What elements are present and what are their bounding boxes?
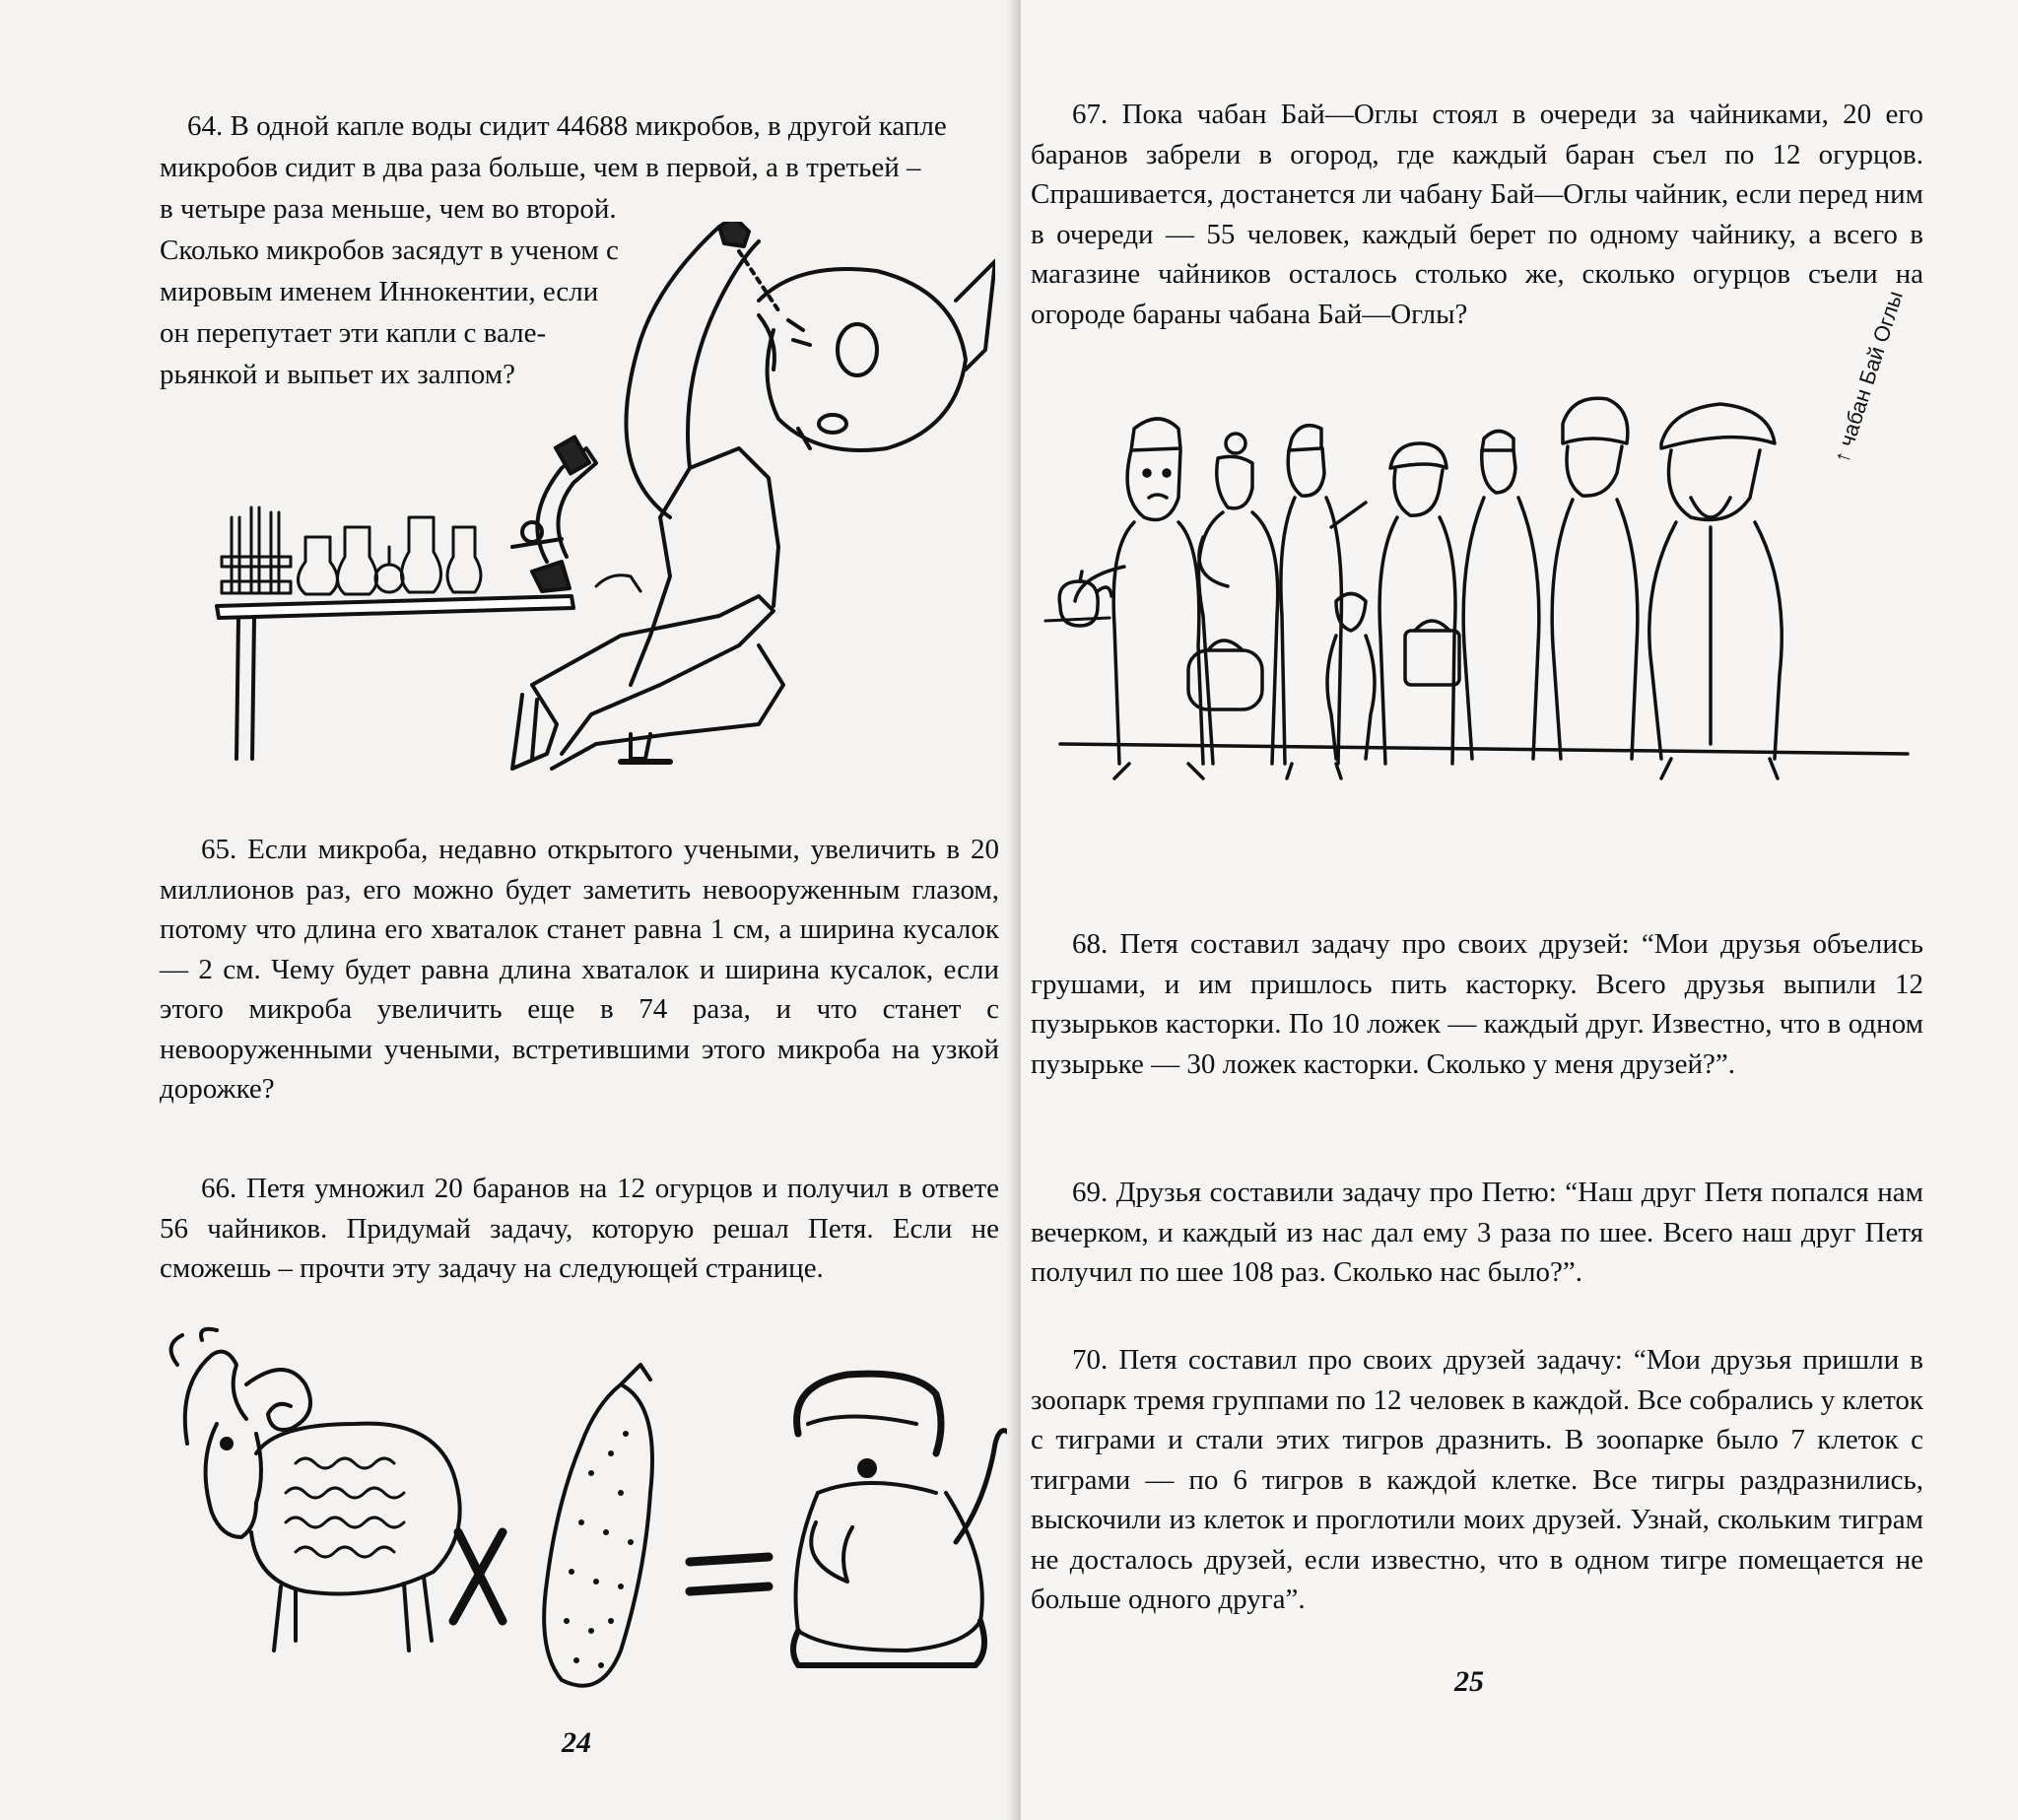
- person-tall: [1463, 432, 1539, 760]
- problem-64-line-7: рьянкой и выпьет их залпом?: [160, 359, 515, 390]
- problem-64-line-6: он перепутает эти капли с вале-: [160, 317, 547, 349]
- person-man: [1281, 426, 1366, 778]
- problem-66: 66. Петя умножил 20 баранов на 12 огурцов и получил в ответе 56 чайников. Придумай задачу, которую решал Петя. Если не сможешь – прочти эту задачу на следующей странице.: [160, 1173, 999, 1284]
- problem-65: 65. Если микроба, недавно открытого учеными, увеличить в 20 миллионов раз, его можно будет заметить невооруженным глазом, потому что длина его хваталок станет равна 1 см, а ширина кусалок — 2 см. Чему будет равна длина хваталок и ширина кусалок, если этого микроба увеличить еще в 74 раза, и что станет с невооруженными учеными, встретившими этого микроба на узкой дорожке?: [160, 834, 999, 1105]
- ram-icon: [171, 1329, 460, 1651]
- problem-64-line-1: 64. В одной капле воды сидит 44688 микробов, в другой капле: [187, 110, 947, 142]
- person-turban: [1379, 443, 1459, 764]
- person-chaban-bai-ogly: [1649, 404, 1782, 778]
- page-number-right: 25: [1454, 1665, 1484, 1698]
- problem-64-line-3: в четыре раза меньше, чем во второй.: [160, 193, 617, 225]
- problem-64-line-2: микробов сидит в два раза больше, чем в первой, а в третьей –: [160, 152, 921, 183]
- queue-for-kettles-illustration: [1041, 288, 1927, 783]
- problem-67: 67. Пока чабан Бай—Оглы стоял в очереди за чайниками, 20 его баранов забрели в огород, где каждый баран съел по 12 огурцов. Спрашивается, достанется ли чабану Бай—Оглы чайник, если перед ним в очереди — 55 человек, каждый берет по одному чайнику, а всего в магазине чайников осталось столько же, сколько огурцов съели на огороде бараны чабана Бай—Оглы?: [1031, 99, 1923, 330]
- person-turban-2: [1552, 398, 1638, 759]
- queue-caption: ↑ чабан Бай Оглы: [1829, 288, 1908, 466]
- page-number-left: 24: [562, 1726, 591, 1759]
- right-page: [1021, 0, 2018, 1820]
- scientist-drinking-illustration: [207, 222, 995, 774]
- problem-69: 69. Друзья составили задачу про Петю: “Наш друг Петя попался нам вечерком, и каждый из нас дал ему 3 раза по шее. Всего наш друг Петя получил по шее 108 раз. Сколько нас было?”.: [1031, 1177, 1923, 1288]
- problem-70: 70. Петя составил про своих друзей задачу: “Мои друзья пришли в зоопарк тремя группами по 12 человек в каждой. Все собрались у клеток с тиграми и стали этих тигров дразнить. В зоопарке было 7 клеток с тиграми — по 6 тигров в каждой клетке. Все тигры раздразнились, выскочили из клеток и проглотили моих друзей. Узнай, скольким тиграм не досталось друзей, если известно, что в одном тигре помещается не больше одного друга”.: [1031, 1344, 1923, 1615]
- cucumber-icon: [544, 1365, 652, 1686]
- problem-68: 68. Петя составил задачу про своих друзей: “Мои друзья объелись грушами, и им пришлось пить касторку. Всего друзья выпили 12 пузырьков касторки. По 10 ложек — каждый друг. Известно, что в одном пузырьке — 30 ложек касторки. Сколько у меня друзей?”.: [1031, 928, 1923, 1080]
- ram-times-cucumber-equals-kettle-illustration: [158, 1325, 1015, 1719]
- child: [1327, 594, 1375, 760]
- person-with-kettle: [1045, 419, 1203, 778]
- problem-64-line-4: Сколько микробов засядут в ученом с: [160, 235, 619, 266]
- equals-sign-icon: [690, 1557, 769, 1591]
- kettle-icon: [793, 1374, 1010, 1665]
- problem-64-line-5: мировым именем Иннокентии, если: [160, 276, 599, 307]
- times-sign-icon: [453, 1532, 503, 1621]
